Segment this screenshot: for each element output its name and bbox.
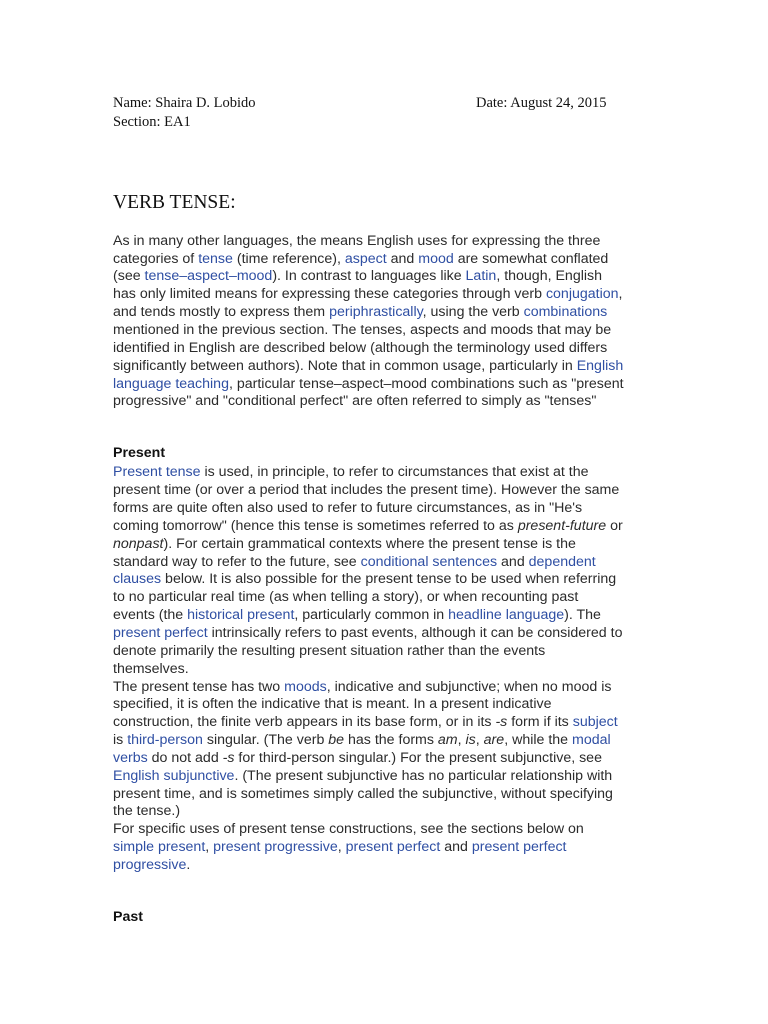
text-line: nonpast). For certain grammatical contexts where the present tense is the — [113, 536, 576, 552]
text-line: is third-person singular. (The verb be has the forms am, is, are, while the modal — [113, 732, 611, 748]
text-line: clauses below. It is also possible for the present tense to be used when referring — [113, 571, 617, 587]
text-line: has only limited means for expressing these categories through verb conjugation, — [113, 286, 623, 302]
link-present-progressive[interactable]: present progressive — [213, 839, 338, 855]
text-line: forms are quite often also used to refer to future circumstances, as in "He's — [113, 500, 583, 516]
text-line: standard way to refer to the future, see conditional sentences and dependent — [113, 554, 596, 570]
link-present-tense[interactable]: Present tense — [113, 464, 201, 480]
link-periphrastically[interactable]: periphrastically — [329, 304, 423, 320]
link-language-teaching[interactable]: language teaching — [113, 376, 229, 392]
link-progressive[interactable]: progressive — [113, 857, 187, 873]
text-line: language teaching, particular tense–aspect–mood combinations such as "present — [113, 376, 624, 392]
link-aspect[interactable]: aspect — [344, 251, 387, 267]
section-heading-present: Present — [113, 445, 166, 461]
date-label: Date: August 24, 2015 — [476, 95, 607, 111]
section-heading-past: Past — [113, 909, 143, 925]
text-line: present time (or over a period that includes the present time). However the same — [113, 482, 620, 498]
link-simple-present[interactable]: simple present — [113, 839, 206, 855]
text-line: and tends mostly to express them periphrastically, using the verb combinations — [113, 304, 608, 320]
link-historical-present[interactable]: historical present — [187, 607, 295, 623]
text-line: The present tense has two moods, indicative and subjunctive; when no mood is — [113, 679, 612, 695]
text-line: significantly between authors). Note that in common usage, particularly in English — [113, 358, 624, 374]
text-line: denote primarily the resulting present situation rather than the events — [113, 643, 546, 659]
link-tense[interactable]: tense — [198, 251, 233, 267]
text-line: categories of tense (time reference), aspect and mood are somewhat conflated — [113, 251, 609, 267]
link-subject[interactable]: subject — [572, 714, 618, 730]
text-line: For specific uses of present tense constructions, see the sections below on — [113, 821, 584, 837]
link-present-perfect[interactable]: present perfect — [113, 625, 208, 641]
text-line: themselves. — [113, 661, 189, 677]
link-present-perfect-progressive[interactable]: present perfect — [471, 839, 567, 855]
link-conditional-sentences[interactable]: conditional sentences — [360, 554, 498, 570]
link-english-subjunctive[interactable]: English subjunctive — [113, 768, 235, 784]
link-mood[interactable]: mood — [418, 251, 454, 267]
link-modal-verbs[interactable]: modal — [572, 732, 611, 748]
text-line: English subjunctive. (The present subjunctive has no particular relationship with — [113, 768, 613, 784]
link-verbs[interactable]: verbs — [113, 750, 148, 766]
text-line: As in many other languages, the means English uses for expressing the three — [113, 233, 601, 249]
link-dependent-clauses[interactable]: dependent — [528, 554, 596, 570]
link-english[interactable]: English — [576, 358, 624, 374]
text-line: (see tense–aspect–mood). In contrast to languages like Latin, though, English — [113, 268, 603, 284]
text-line: progressive" and "conditional perfect" are often referred to simply as "tenses" — [113, 393, 597, 409]
student-name: Name: Shaira D. Lobido — [113, 95, 256, 111]
link-combinations[interactable]: combinations — [523, 304, 608, 320]
text-line: the tense.) — [113, 803, 181, 819]
text-line: Present tense is used, in principle, to refer to circumstances that exist at the — [113, 464, 589, 480]
section-label: Section: EA1 — [113, 114, 191, 130]
text-line: progressive. — [113, 857, 191, 873]
text-line: mentioned in the previous section. The tenses, aspects and moods that may be — [113, 322, 612, 338]
text-line: specified, it is often the indicative that is meant. In a present indicative — [113, 696, 552, 712]
link-clauses[interactable]: clauses — [113, 571, 162, 587]
link-present-perfect-2[interactable]: present perfect — [345, 839, 441, 855]
text-line: present perfect intrinsically refers to past events, although it can be considered to — [113, 625, 623, 641]
text-line: verbs do not add -s for third-person singular.) For the present subjunctive, see — [113, 750, 602, 766]
link-headline-language[interactable]: headline language — [448, 607, 565, 623]
text-line: simple present, present progressive, present perfect and present perfect — [113, 839, 567, 855]
text-line: to no particular real time (as when telling a story), or when recounting past — [113, 589, 579, 605]
text-line: identified in English are described below (although the terminology used differs — [113, 340, 608, 356]
text-line: events (the historical present, particularly common in headline language). The — [113, 607, 601, 623]
link-moods[interactable]: moods — [284, 679, 327, 695]
text-line: construction, the finite verb appears in its base form, or in its -s form if its subject — [113, 714, 618, 730]
link-conjugation[interactable]: conjugation — [545, 286, 619, 302]
page-title: VERB TENSE: — [113, 192, 236, 213]
link-tense-aspect-mood[interactable]: tense–aspect–mood — [144, 268, 273, 284]
link-latin[interactable]: Latin — [465, 268, 497, 284]
text-line: coming tomorrow" (hence this tense is sometimes referred to as present-future or — [113, 518, 623, 534]
text-line: present time, and is sometimes simply called the subjunctive, without specifying — [113, 786, 613, 802]
link-third-person[interactable]: third-person — [127, 732, 203, 748]
